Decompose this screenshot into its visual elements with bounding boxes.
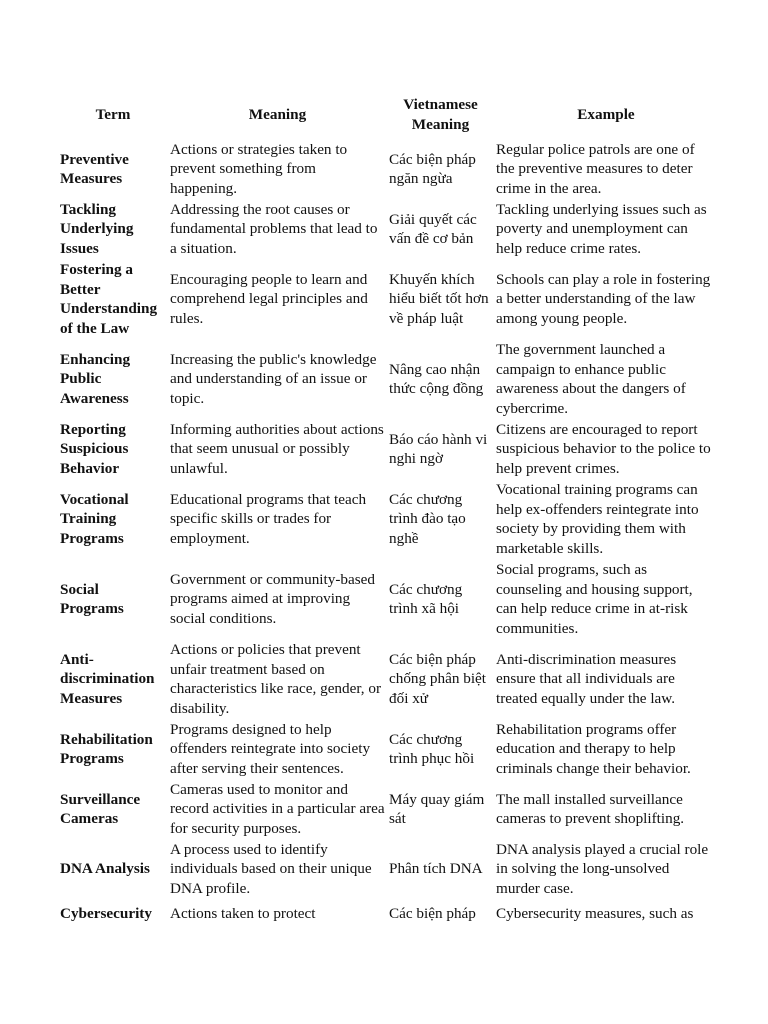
vietnamese-cell: Các biện pháp chống phân biệt đối xử xyxy=(389,650,487,707)
example-cell: Citizens are encouraged to report suspicious behavior to the police to help prevent crimes. xyxy=(496,420,711,477)
example-cell: Tackling underlying issues such as poverty and unemployment can help reduce crime rates. xyxy=(496,200,707,257)
example-cell: DNA analysis played a crucial role in solving the long-unsolved murder case. xyxy=(496,840,709,897)
term-cell: Reporting Suspicious Behavior xyxy=(60,420,129,477)
table-row xyxy=(58,339,718,419)
meaning-cell: Actions or policies that prevent unfair treatment based on characteristics like race, gender, or disability. xyxy=(170,641,382,717)
example-cell: The mall installed surveillance cameras to prevent shoplifting. xyxy=(496,790,685,827)
header-term: Term xyxy=(95,105,131,123)
term-cell: Surveillance Cameras xyxy=(60,790,141,827)
vietnamese-cell: Các biện pháp xyxy=(389,905,476,922)
meaning-cell: Actions taken to protect xyxy=(170,905,316,922)
meaning-cell: Programs designed to help offenders reintegrate into society after serving their sentences. xyxy=(170,720,371,777)
example-cell: Rehabilitation programs offer education and therapy to help criminals change their behavior. xyxy=(496,720,691,777)
term-cell: Fostering a Better Understanding of the Law xyxy=(60,261,158,337)
meaning-cell: Increasing the public's knowledge and understanding of an issue or topic. xyxy=(170,350,377,407)
example-cell: Schools can play a role in fostering a better understanding of the law among young people. xyxy=(496,270,711,327)
meaning-cell: Government or community-based programs aimed at improving social conditions. xyxy=(170,570,375,627)
glossary-table xyxy=(58,93,718,934)
meaning-cell: A process used to identify individuals based on their unique DNA profile. xyxy=(170,840,372,897)
vietnamese-cell: Các chương trình xã hội xyxy=(389,580,463,617)
table-row xyxy=(58,419,718,479)
vietnamese-cell: Nâng cao nhận thức cộng đồng xyxy=(389,360,484,397)
term-cell: Vocational Training Programs xyxy=(60,490,129,547)
vietnamese-cell: Giải quyết các vấn đề cơ bản xyxy=(389,210,477,247)
term-cell: Preventive Measures xyxy=(60,150,129,187)
vietnamese-cell: Các chương trình đào tạo nghề xyxy=(389,490,466,547)
vietnamese-cell: Các chương trình phục hồi xyxy=(389,730,475,767)
header-row xyxy=(58,93,718,139)
table-row xyxy=(58,559,718,639)
example-cell: Vocational training programs can help ex-offenders reintegrate into society by providing them with marketable skills. xyxy=(496,481,699,557)
meaning-cell: Actions or strategies taken to prevent something from happening. xyxy=(170,140,348,197)
example-cell: Regular police patrols are one of the preventive measures to deter crime in the area. xyxy=(496,140,695,197)
term-cell: Social Programs xyxy=(60,580,124,617)
example-cell: The government launched a campaign to enhance public awareness about the dangers of cybercrime. xyxy=(496,341,686,417)
header-meaning: Meaning xyxy=(248,105,307,123)
meaning-cell: Addressing the root causes or fundamental problems that lead to a situation. xyxy=(170,200,378,257)
term-cell: Rehabilitation Programs xyxy=(60,730,153,767)
term-cell: DNA Analysis xyxy=(60,860,150,878)
table-row xyxy=(58,199,718,259)
meaning-cell: Cameras used to monitor and record activities in a particular area for security purposes. xyxy=(170,780,385,837)
header-example: Example xyxy=(577,105,635,123)
vietnamese-cell: Phân tích DNA xyxy=(389,860,483,878)
term-cell: Tackling Underlying Issues xyxy=(60,200,134,257)
table-row xyxy=(58,259,718,339)
vietnamese-cell: Khuyến khích hiểu biết tốt hơn về pháp luật xyxy=(389,270,489,327)
example-cell: Cybersecurity measures, such as xyxy=(496,905,694,922)
table-row xyxy=(58,779,718,839)
table-row xyxy=(58,899,718,934)
term-cell: Anti-discrimination Measures xyxy=(60,650,155,707)
vietnamese-cell: Máy quay giám sát xyxy=(389,790,485,827)
meaning-cell: Encouraging people to learn and comprehend legal principles and rules. xyxy=(170,270,368,327)
table-row xyxy=(58,139,718,199)
term-cell: Cybersecurity xyxy=(60,905,152,922)
vietnamese-cell: Các biện pháp ngăn ngừa xyxy=(389,150,476,187)
table-row xyxy=(58,479,718,559)
meaning-cell: Educational programs that teach specific skills or trades for employment. xyxy=(170,490,367,547)
table-row xyxy=(58,719,718,779)
table-row xyxy=(58,639,718,719)
table-row xyxy=(58,839,718,899)
header-vietnamese-meaning: Vietnamese Meaning xyxy=(403,96,478,133)
example-cell: Social programs, such as counseling and housing support, can help reduce crime in at-risk communities. xyxy=(496,561,693,637)
example-cell: Anti-discrimination measures ensure that all individuals are treated equally under the law. xyxy=(496,650,677,707)
term-cell: Enhancing Public Awareness xyxy=(60,350,131,407)
vietnamese-cell: Báo cáo hành vi nghi ngờ xyxy=(389,430,488,467)
meaning-cell: Informing authorities about actions that seem unusual or possibly unlawful. xyxy=(170,420,384,477)
